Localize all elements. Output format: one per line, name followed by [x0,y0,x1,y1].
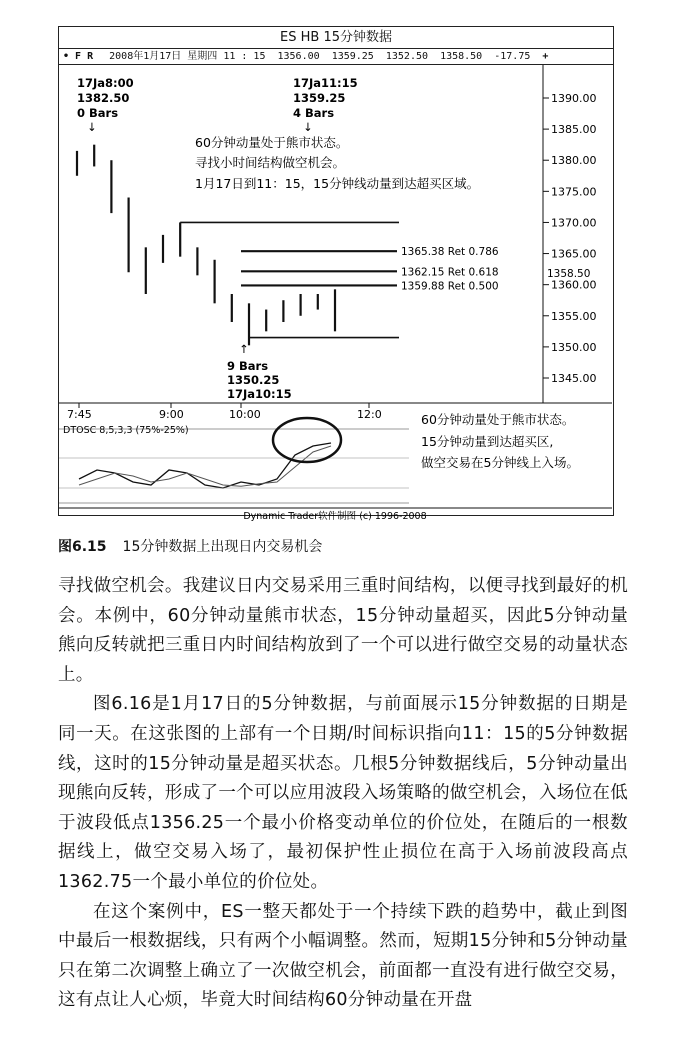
osc-comment [421,412,579,470]
left-label-arrow: ↓ [87,120,97,134]
last-price-tag: 1358.50 [547,268,591,280]
mid-label-line-0: 17Ja11:15 [293,76,358,90]
low-annotation [227,342,292,401]
oscillator-lines [59,443,409,488]
x-axis [67,403,382,421]
left-label-line-2: 0 Bars [77,106,119,120]
info-datetime: 2008年1月17日 星期四 11 : 15 [109,51,266,62]
x-tick-label: 9:00 [159,408,184,421]
comment-line-1: 寻找小时间结构做空机会。 [195,155,346,170]
paragraph-2: 在这个案例中，ES一整天都处于一个持续下跌的趋势中，截止到图中最后一根数据线，只有两个小幅调整。然而，短期15分钟和5分钟动量只在第二次调整上确立了一次做空机会，前面都一直没有进行做空交易，这有点让人心烦，毕竟大时间结构60分钟动量在开盘 [58,901,628,1011]
caption-number: 图6.15 [58,539,107,555]
y-tick-label: 1365.00 [551,247,597,261]
osc-comment-line-2: 做空交易在5分钟线上入场。 [421,455,579,470]
osc-fast-line [79,443,331,488]
info-change: -17.75 [494,51,531,62]
y-tick-label: 1355.00 [551,309,597,323]
osc-label: DTOSC 8,5,3,3 (75%-25%) [63,425,189,436]
y-tick-label: 1350.00 [551,340,597,354]
y-tick-label: 1360.00 [551,278,597,292]
left-label-line-0: 17Ja8:00 [77,76,134,90]
caption-text: 15分钟数据上出现日内交易机会 [122,539,323,555]
low-label-line-2: 1350.25 [227,373,280,387]
chart-svg [59,65,612,522]
y-tick-label: 1370.00 [551,216,597,230]
ret-label-0: 1365.38 Ret 0.786 [401,246,499,259]
y-tick-label: 1380.00 [551,154,597,168]
ret-label-2: 1359.88 Ret 0.500 [401,280,499,293]
paragraph-0: 寻找做空机会。我建议日内交易采用三重时间结构，以便寻找到最好的机会。本例中，60分钟动量熊市状态，15分钟动量超买，因此5分钟动量熊向反转就把三重日内时间结构放到了一个可以进行做空交易的动量状态上。 [58,576,628,685]
mid-label-line-1: 1359.25 [293,91,346,105]
chart-footer: Dynamic Trader软件制图 (c) 1996-2008 [243,511,427,522]
chart-comment [195,135,479,191]
y-tick-label: 1385.00 [551,123,597,137]
osc-comment-line-0: 60分钟动量处于熊市状态。 [421,412,575,427]
comment-line-2: 1月17日到11：15，15分钟线动量到达超买区域。 [195,176,480,191]
mid-label-arrow: ↓ [303,120,313,134]
low-label-arrow: ↑ [239,342,249,356]
info-low: 1352.50 [385,51,429,62]
osc-slow-line [79,446,331,486]
retracement-lines [180,222,499,337]
y-axis [543,92,597,385]
x-tick-label: 12:0 [357,408,382,421]
x-tick-label: 10:00 [229,408,261,421]
osc-highlight-circle [273,418,341,462]
low-label-line-3: 17Ja10:15 [227,387,292,401]
body-text [58,572,628,1016]
left-label-line-1: 1382.50 [77,91,130,105]
info-marks: • F R [63,51,94,62]
y-tick-label: 1390.00 [551,92,597,105]
info-bar [59,49,613,65]
plus-icon: + [542,51,549,62]
ret-label-1: 1362.15 Ret 0.618 [401,266,499,279]
figure-caption [58,536,322,556]
x-tick-label: 7:45 [67,408,92,421]
osc-comment-line-1: 15分钟动量到达超买区, [421,434,554,449]
mid-annotation [293,76,358,134]
comment-line-0: 60分钟动量处于熊市状态。 [195,135,349,150]
y-tick-label: 1375.00 [551,185,597,199]
y-tick-label: 1345.00 [551,372,597,385]
info-high: 1359.25 [331,51,374,62]
paragraph-1: 图6.16是1月17日的5分钟数据，与前面展示15分钟数据的日期是同一天。在这张图的上部有一个日期/时间标识指向11：15的5分钟数据线，这时的15分钟动量是超买状态。几根5分钟数据线后，5分钟动量出现熊向反转，形成了一个可以应用波段入场策略的做空机会，入场位在低于波段低点1356.25一个最小价格变动单位的价位处，在随后的一根数据线上，做空交易入场了，最初保护性止损位在高于入场前波段高点1362.75一个最小单位的价位处。 [58,694,628,892]
info-close: 1358.50 [440,51,483,62]
mid-label-line-2: 4 Bars [293,106,335,120]
chart-figure [58,26,614,522]
price-bars [77,145,335,346]
left-annotation [77,76,134,134]
info-open: 1356.00 [277,51,320,62]
chart-title: ES HB 15分钟数据 [59,27,613,49]
low-label-line-1: 9 Bars [227,359,269,373]
